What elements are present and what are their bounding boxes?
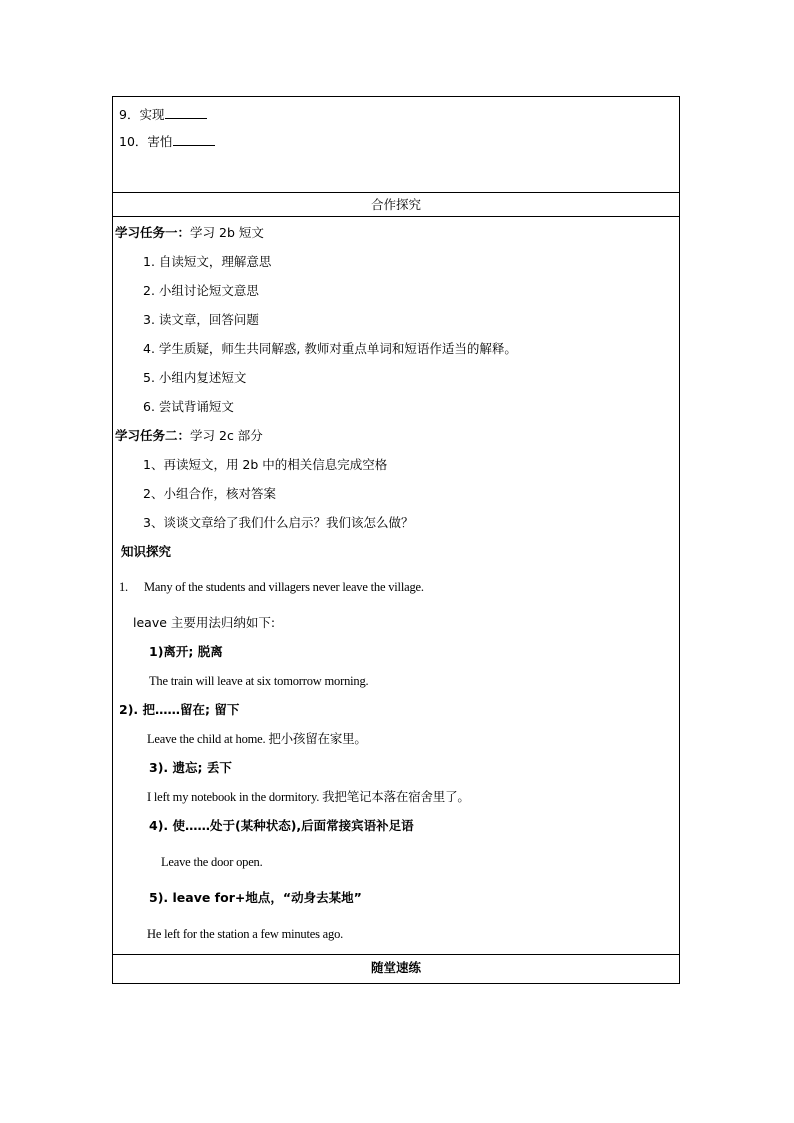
usage-label: 4). 使……处于(某种状态),后面常接宾语补足语 [149, 818, 414, 833]
task2-heading: 学习任务二：学习 2c 部分 [115, 428, 263, 443]
section-heading-cooperation: 合作探究 [113, 193, 679, 217]
usage-intro: leave 主要用法归纳如下: [133, 615, 276, 630]
usage-label: 3). 遗忘; 丢下 [149, 760, 232, 775]
usage-label: 1)离开; 脱离 [149, 644, 223, 659]
usage-example: He left for the station a few minutes ago. [147, 927, 344, 941]
usage-example: Leave the door open. [161, 855, 263, 869]
task1-item: 4. 学生质疑，师生共同解惑, 教师对重点单词和短语作适当的解释。 [143, 341, 517, 356]
usage-example: I left my notebook in the dormitory. 我把笔记本落在宿舍里了。 [147, 790, 470, 804]
answer-blank[interactable] [165, 107, 207, 119]
task1-item: 3. 读文章，回答问题 [143, 312, 259, 327]
key-sentence: Many of the students and villagers never leave the village. [144, 580, 424, 594]
section-heading-practice: 随堂速练 [370, 960, 421, 975]
knowledge-heading: 知识探究 [121, 544, 172, 559]
task2-item: 1、再读短文，用 2b 中的相关信息完成空格 [143, 457, 388, 472]
task1-item: 6. 尝试背诵短文 [143, 399, 234, 414]
task1-heading: 学习任务一：学习 2b 短文 [115, 225, 264, 240]
task1-item: 1. 自读短文，理解意思 [143, 254, 272, 269]
task2-item: 3、谈谈文章给了我们什么启示？我们该怎么做？ [143, 515, 414, 530]
vocabulary-row [113, 97, 679, 193]
key-sentence-number: 1. [119, 580, 128, 594]
task1-item: 5. 小组内复述短文 [143, 370, 247, 385]
usage-label: 2). 把……留在; 留下 [119, 702, 240, 717]
usage-example: The train will leave at six tomorrow morning. [149, 674, 369, 688]
task2-item: 2、小组合作，核对答案 [143, 486, 276, 501]
worksheet-table [112, 96, 680, 984]
usage-example: Leave the child at home. 把小孩留在家里。 [147, 732, 367, 746]
usage-label: 5). leave for+地点，“动身去某地” [149, 890, 362, 905]
vocab-item-10: 10．害怕 [119, 134, 215, 150]
answer-blank[interactable] [173, 134, 215, 146]
task1-item: 2. 小组讨论短文意思 [143, 283, 259, 298]
vocab-item-9: 9．实现 [119, 107, 207, 123]
cooperation-content [113, 217, 679, 955]
